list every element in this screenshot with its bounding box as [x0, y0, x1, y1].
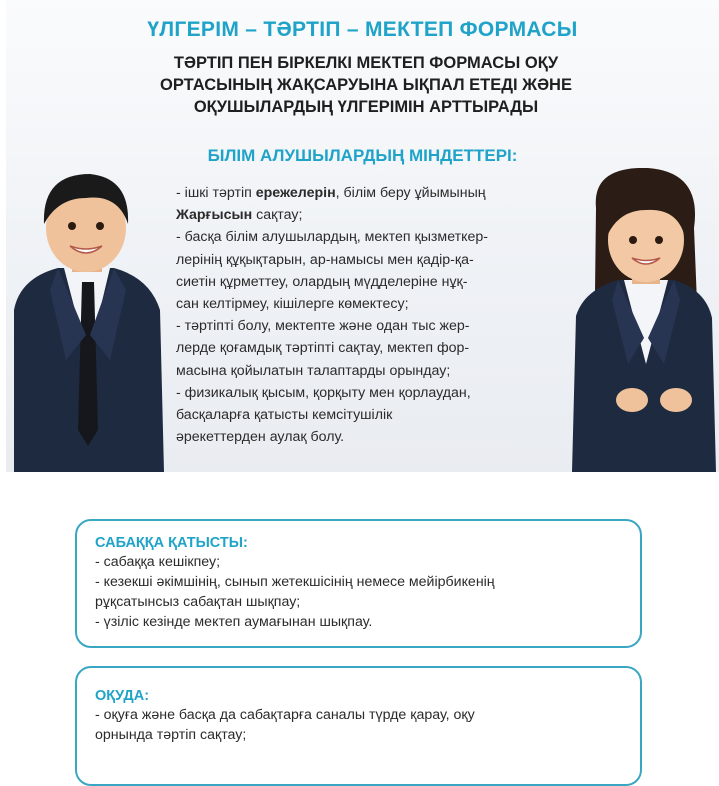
duty-line: - тәртіпті болу, мектепте және одан тыс жер- — [176, 318, 470, 335]
page-title: ҮЛГЕРІМ – ТӘРТІП – МЕКТЕП ФОРМАСЫ — [147, 18, 578, 41]
page-subtitle — [116, 52, 616, 118]
duty-line: басқаларға қатысты кемсітушілік — [176, 407, 393, 424]
list-item: орнында тәртіп сақтау; — [95, 727, 247, 743]
list-item: - оқуға және басқа да сабақтарға саналы түрде қарау, оқу — [95, 707, 475, 723]
subtitle-line: ТӘРТІП ПЕН БІРКЕЛКІ МЕКТЕП ФОРМАСЫ ОҚУ — [173, 54, 559, 72]
list-item: рұқсатынсыз сабақтан шықпау; — [95, 594, 301, 610]
subtitle-line: ОРТАСЫНЫҢ ЖАҚСАРУЫНА ЫҚПАЛ ЕТЕДІ ЖӘНЕ — [160, 76, 572, 94]
duty-line: - ішкі тәртіп ережелерін, білім беру ұйымының — [176, 185, 486, 201]
list-item: - сабаққа кешікпеу; — [95, 554, 221, 570]
duty-line: лерінің құқықтарын, ар-намысы мен қадір-қа- — [176, 251, 474, 268]
studying-title: ОҚУДА: — [95, 688, 150, 704]
boy-student-image — [6, 160, 171, 472]
studying-card — [75, 666, 642, 786]
duty-line: әрекеттерден аулақ болу. — [176, 429, 345, 446]
duty-line: сан келтірмеу, кішілерге көмектесу; — [176, 296, 409, 313]
attendance-title: САБАҚҚА ҚАТЫСТЫ: — [95, 535, 248, 551]
duty-line: - басқа білім алушылардың, мектеп қызметкер- — [176, 229, 488, 246]
duty-line: Жарғысын сақтау; — [176, 207, 303, 224]
rules-bold-text: ережелерін — [255, 185, 336, 201]
attendance-list — [95, 552, 622, 632]
duty-line: сиетін құрметтеу, олардың мүдделеріне нұқ- — [176, 273, 468, 290]
subtitle-line: ОҚУШЫЛАРДЫҢ ҮЛГЕРІМІН АРТТЫРАДЫ — [193, 98, 539, 116]
duty-line: лерде қоғамдық тәртіпті сақтау, мектеп фор- — [176, 340, 470, 357]
duties-list — [176, 182, 566, 448]
duty-line: - физикалық қысым, қорқыту мен қорлаудан, — [176, 384, 471, 401]
charter-bold-text: Жарғысын — [176, 207, 253, 224]
attendance-card — [75, 519, 642, 648]
list-item: - үзіліс кезінде мектеп аумағынан шықпау. — [95, 614, 373, 630]
hero-section — [6, 0, 719, 472]
studying-list — [95, 705, 622, 745]
duty-line: масына қойылатын талаптарды орындау; — [176, 362, 451, 379]
girl-student-image — [566, 168, 719, 472]
duties-heading: БІЛІМ АЛУШЫЛАРДЫҢ МІНДЕТТЕРІ: — [207, 146, 518, 165]
list-item: - кезекші әкімшінің, сынып жетекшісінің немесе мейірбикенің — [95, 574, 495, 590]
